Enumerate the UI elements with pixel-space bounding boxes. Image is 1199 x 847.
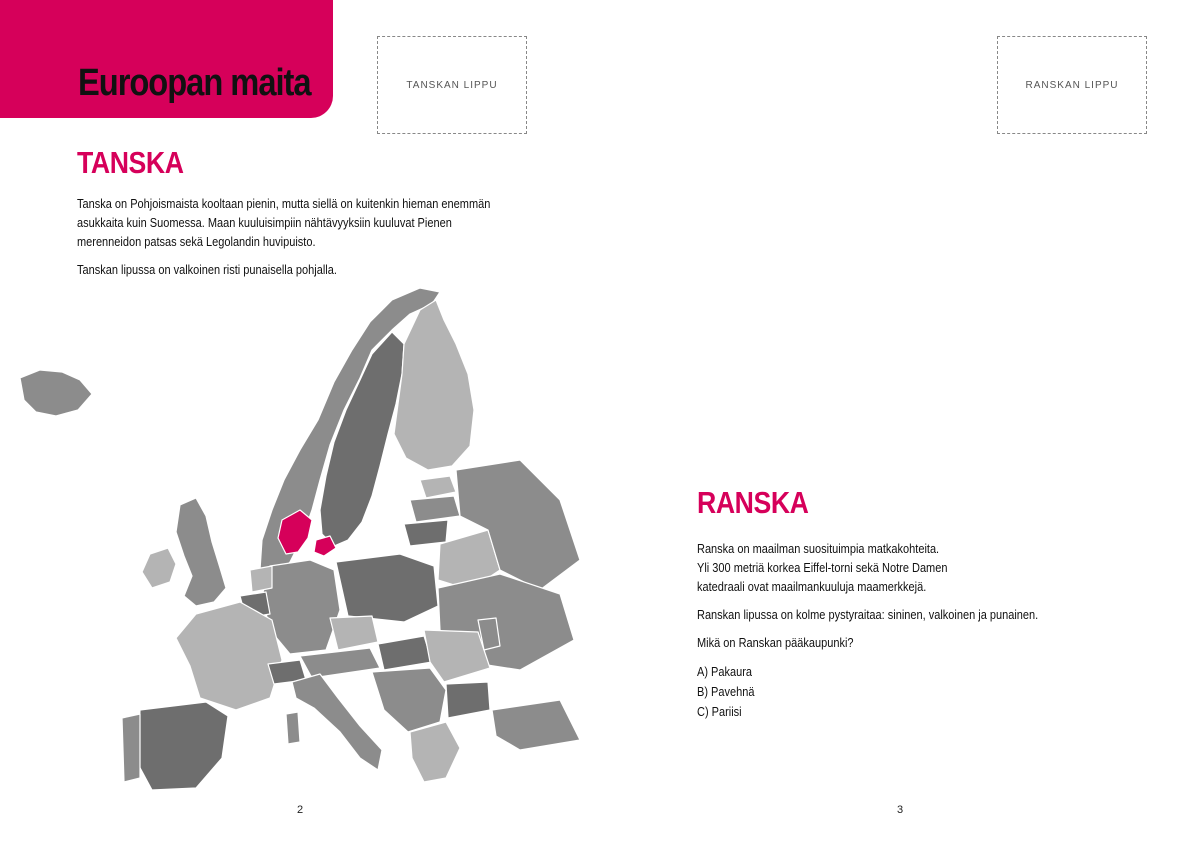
answer-c: C) Pariisi (697, 705, 742, 719)
map-latvia (410, 496, 460, 522)
denmark-flag-placeholder (377, 36, 527, 134)
map-netherlands (250, 566, 272, 592)
map-iceland (20, 370, 92, 416)
france-flag-label: RANSKAN LIPPU (1025, 79, 1119, 91)
map-greece (410, 722, 460, 782)
france-paragraph (697, 540, 1119, 597)
map-austria (300, 648, 380, 678)
map-uk (176, 498, 226, 606)
map-spain (138, 702, 228, 790)
answer-b: B) Pavehnä (697, 685, 755, 699)
france-line-2: Yli 300 metriä korkea Eiffel-torni sekä Notre Damen (697, 561, 948, 575)
map-ireland (142, 548, 176, 588)
right-page (600, 0, 1199, 847)
page-header-title: Euroopan maita (78, 62, 311, 104)
france-flag-paragraph: Ranskan lipussa on kolme pystyraitaa: sininen, valkoinen ja punainen. (697, 608, 1039, 622)
denmark-title: TANSKA (77, 145, 184, 180)
map-balkans (372, 668, 446, 732)
france-question: Mikä on Ranskan pääkaupunki? (697, 636, 854, 650)
header-band (0, 0, 333, 118)
france-line-1: Ranska on maailman suosituimpia matkakohteita. (697, 542, 940, 556)
france-title: RANSKA (697, 485, 809, 520)
map-turkey (492, 700, 580, 750)
page-number-left: 2 (297, 804, 304, 816)
denmark-paragraph: Tanska on Pohjoismaista kooltaan pienin, mutta siellä on kuitenkin hieman enemmän asukkaita kuin Suomessa. Maan kuuluisimpiin nähtävyyksiin kuuluvat Pienen merenneidon patsas sekä Legolandin huvipuisto. (77, 197, 491, 249)
map-france (176, 602, 282, 710)
answer-list (697, 662, 1119, 722)
map-poland (336, 554, 438, 622)
map-estonia (420, 476, 456, 498)
answer-a: A) Pakaura (697, 665, 753, 679)
france-text (697, 540, 1119, 722)
denmark-flag-paragraph: Tanskan lipussa on valkoinen risti punaisella pohjalla. (77, 263, 337, 277)
map-finland (394, 300, 474, 470)
page-number-right: 3 (897, 804, 904, 816)
map-italy (292, 674, 382, 770)
denmark-flag-label: TANSKAN LIPPU (406, 79, 498, 91)
map-hungary (378, 636, 432, 670)
map-portugal (122, 714, 140, 782)
map-sardinia (286, 712, 300, 744)
map-lithuania (404, 520, 448, 546)
france-line-3: katedraali ovat maailmankuuluja maamerkkejä. (697, 580, 927, 594)
europe-map-denmark (0, 270, 600, 830)
map-bulgaria (446, 682, 490, 718)
france-flag-placeholder (997, 36, 1147, 134)
map-czech (330, 616, 378, 650)
